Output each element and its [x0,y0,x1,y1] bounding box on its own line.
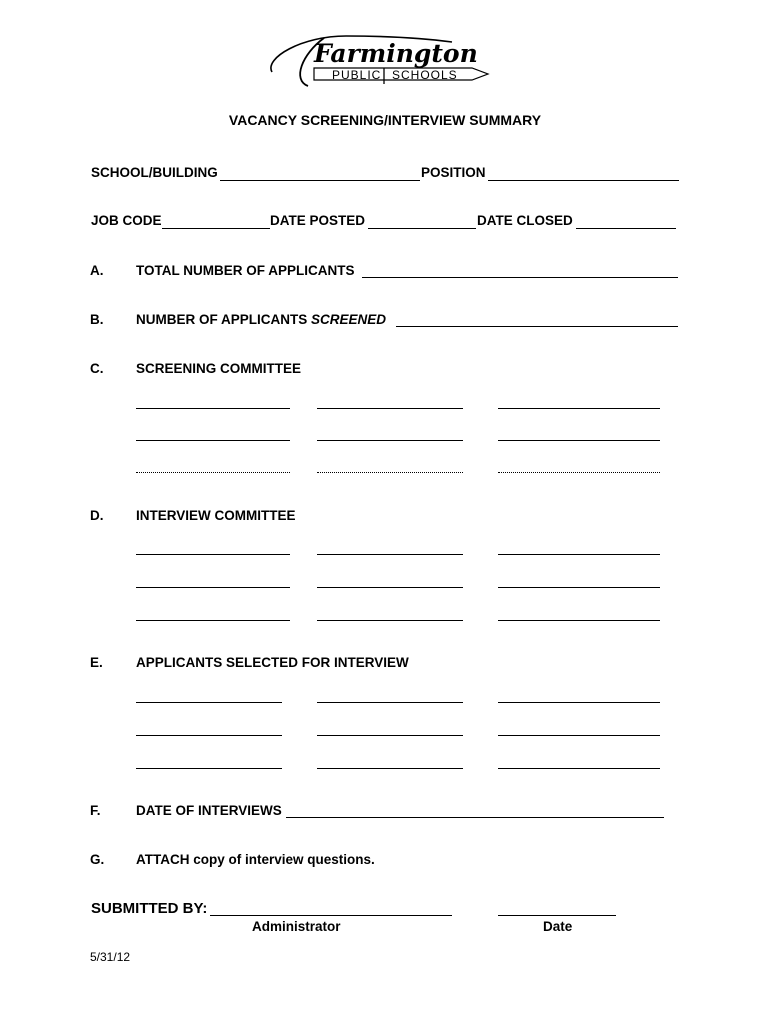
screening-member-line[interactable] [498,408,660,409]
date-posted-label: DATE POSTED [270,213,366,228]
screening-member-line[interactable] [498,472,660,473]
interview-member-line[interactable] [317,620,463,621]
total-applicants-field[interactable] [362,277,678,278]
section-g-letter: G. [90,852,105,867]
section-e-label: APPLICANTS SELECTED FOR INTERVIEW [136,655,409,670]
administrator-signature-field[interactable] [210,915,452,916]
section-g-label: ATTACH copy of interview questions. [136,852,375,867]
job-code-label: JOB CODE [91,213,162,228]
interview-member-line[interactable] [498,554,660,555]
interview-member-line[interactable] [317,587,463,588]
section-d-label: INTERVIEW COMMITTEE [136,508,296,523]
submitted-by-label: SUBMITTED BY: [91,900,208,917]
selected-applicant-line[interactable] [498,702,660,703]
logo-subtitle-left: PUBLIC [332,68,382,82]
section-a-label: TOTAL NUMBER OF APPLICANTS [136,263,355,278]
date-caption: Date [543,919,573,934]
screening-member-line[interactable] [498,440,660,441]
interview-member-line[interactable] [317,554,463,555]
date-closed-label: DATE CLOSED [477,213,573,228]
screening-member-line[interactable] [136,472,290,473]
screening-member-line[interactable] [317,408,463,409]
position-label: POSITION [421,165,486,180]
logo-script-text: Farmington [314,39,478,68]
farmington-logo [262,28,494,98]
selected-applicant-line[interactable] [317,735,463,736]
section-b-emphasis: SCREENED [311,312,387,327]
form-title: VACANCY SCREENING/INTERVIEW SUMMARY [228,112,542,128]
selected-applicant-line[interactable] [317,768,463,769]
section-b-label [136,312,386,327]
selected-applicant-line[interactable] [136,735,282,736]
section-c-label: SCREENING COMMITTEE [136,361,302,376]
selected-applicant-line[interactable] [317,702,463,703]
interview-member-line[interactable] [136,587,290,588]
form-version: 5/31/12 [90,950,131,964]
school-building-label: SCHOOL/BUILDING [91,165,218,180]
school-building-field[interactable] [220,180,420,181]
section-c-letter: C. [90,361,104,376]
section-b-text: NUMBER OF APPLICANTS [136,312,311,327]
date-closed-field[interactable] [576,228,676,229]
section-f-label: DATE OF INTERVIEWS [136,803,282,818]
section-e-letter: E. [90,655,103,670]
interview-member-line[interactable] [136,554,290,555]
selected-applicant-line[interactable] [136,768,282,769]
screening-member-line[interactable] [317,440,463,441]
screening-member-line[interactable] [317,472,463,473]
date-posted-field[interactable] [368,228,476,229]
section-a-letter: A. [90,263,104,278]
job-code-field[interactable] [162,228,270,229]
position-field[interactable] [488,180,679,181]
logo-subtitle-right: SCHOOLS [392,68,458,82]
logo-graphic [262,28,494,98]
section-d-letter: D. [90,508,104,523]
selected-applicant-line[interactable] [136,702,282,703]
selected-applicant-line[interactable] [498,735,660,736]
screening-member-line[interactable] [136,440,290,441]
section-f-letter: F. [90,803,101,818]
interview-member-line[interactable] [136,620,290,621]
interview-member-line[interactable] [498,620,660,621]
administrator-caption: Administrator [252,919,341,934]
section-b-letter: B. [90,312,104,327]
interview-dates-field[interactable] [286,817,664,818]
screening-member-line[interactable] [136,408,290,409]
signature-date-field[interactable] [498,915,616,916]
selected-applicant-line[interactable] [498,768,660,769]
interview-member-line[interactable] [498,587,660,588]
applicants-screened-field[interactable] [396,326,678,327]
